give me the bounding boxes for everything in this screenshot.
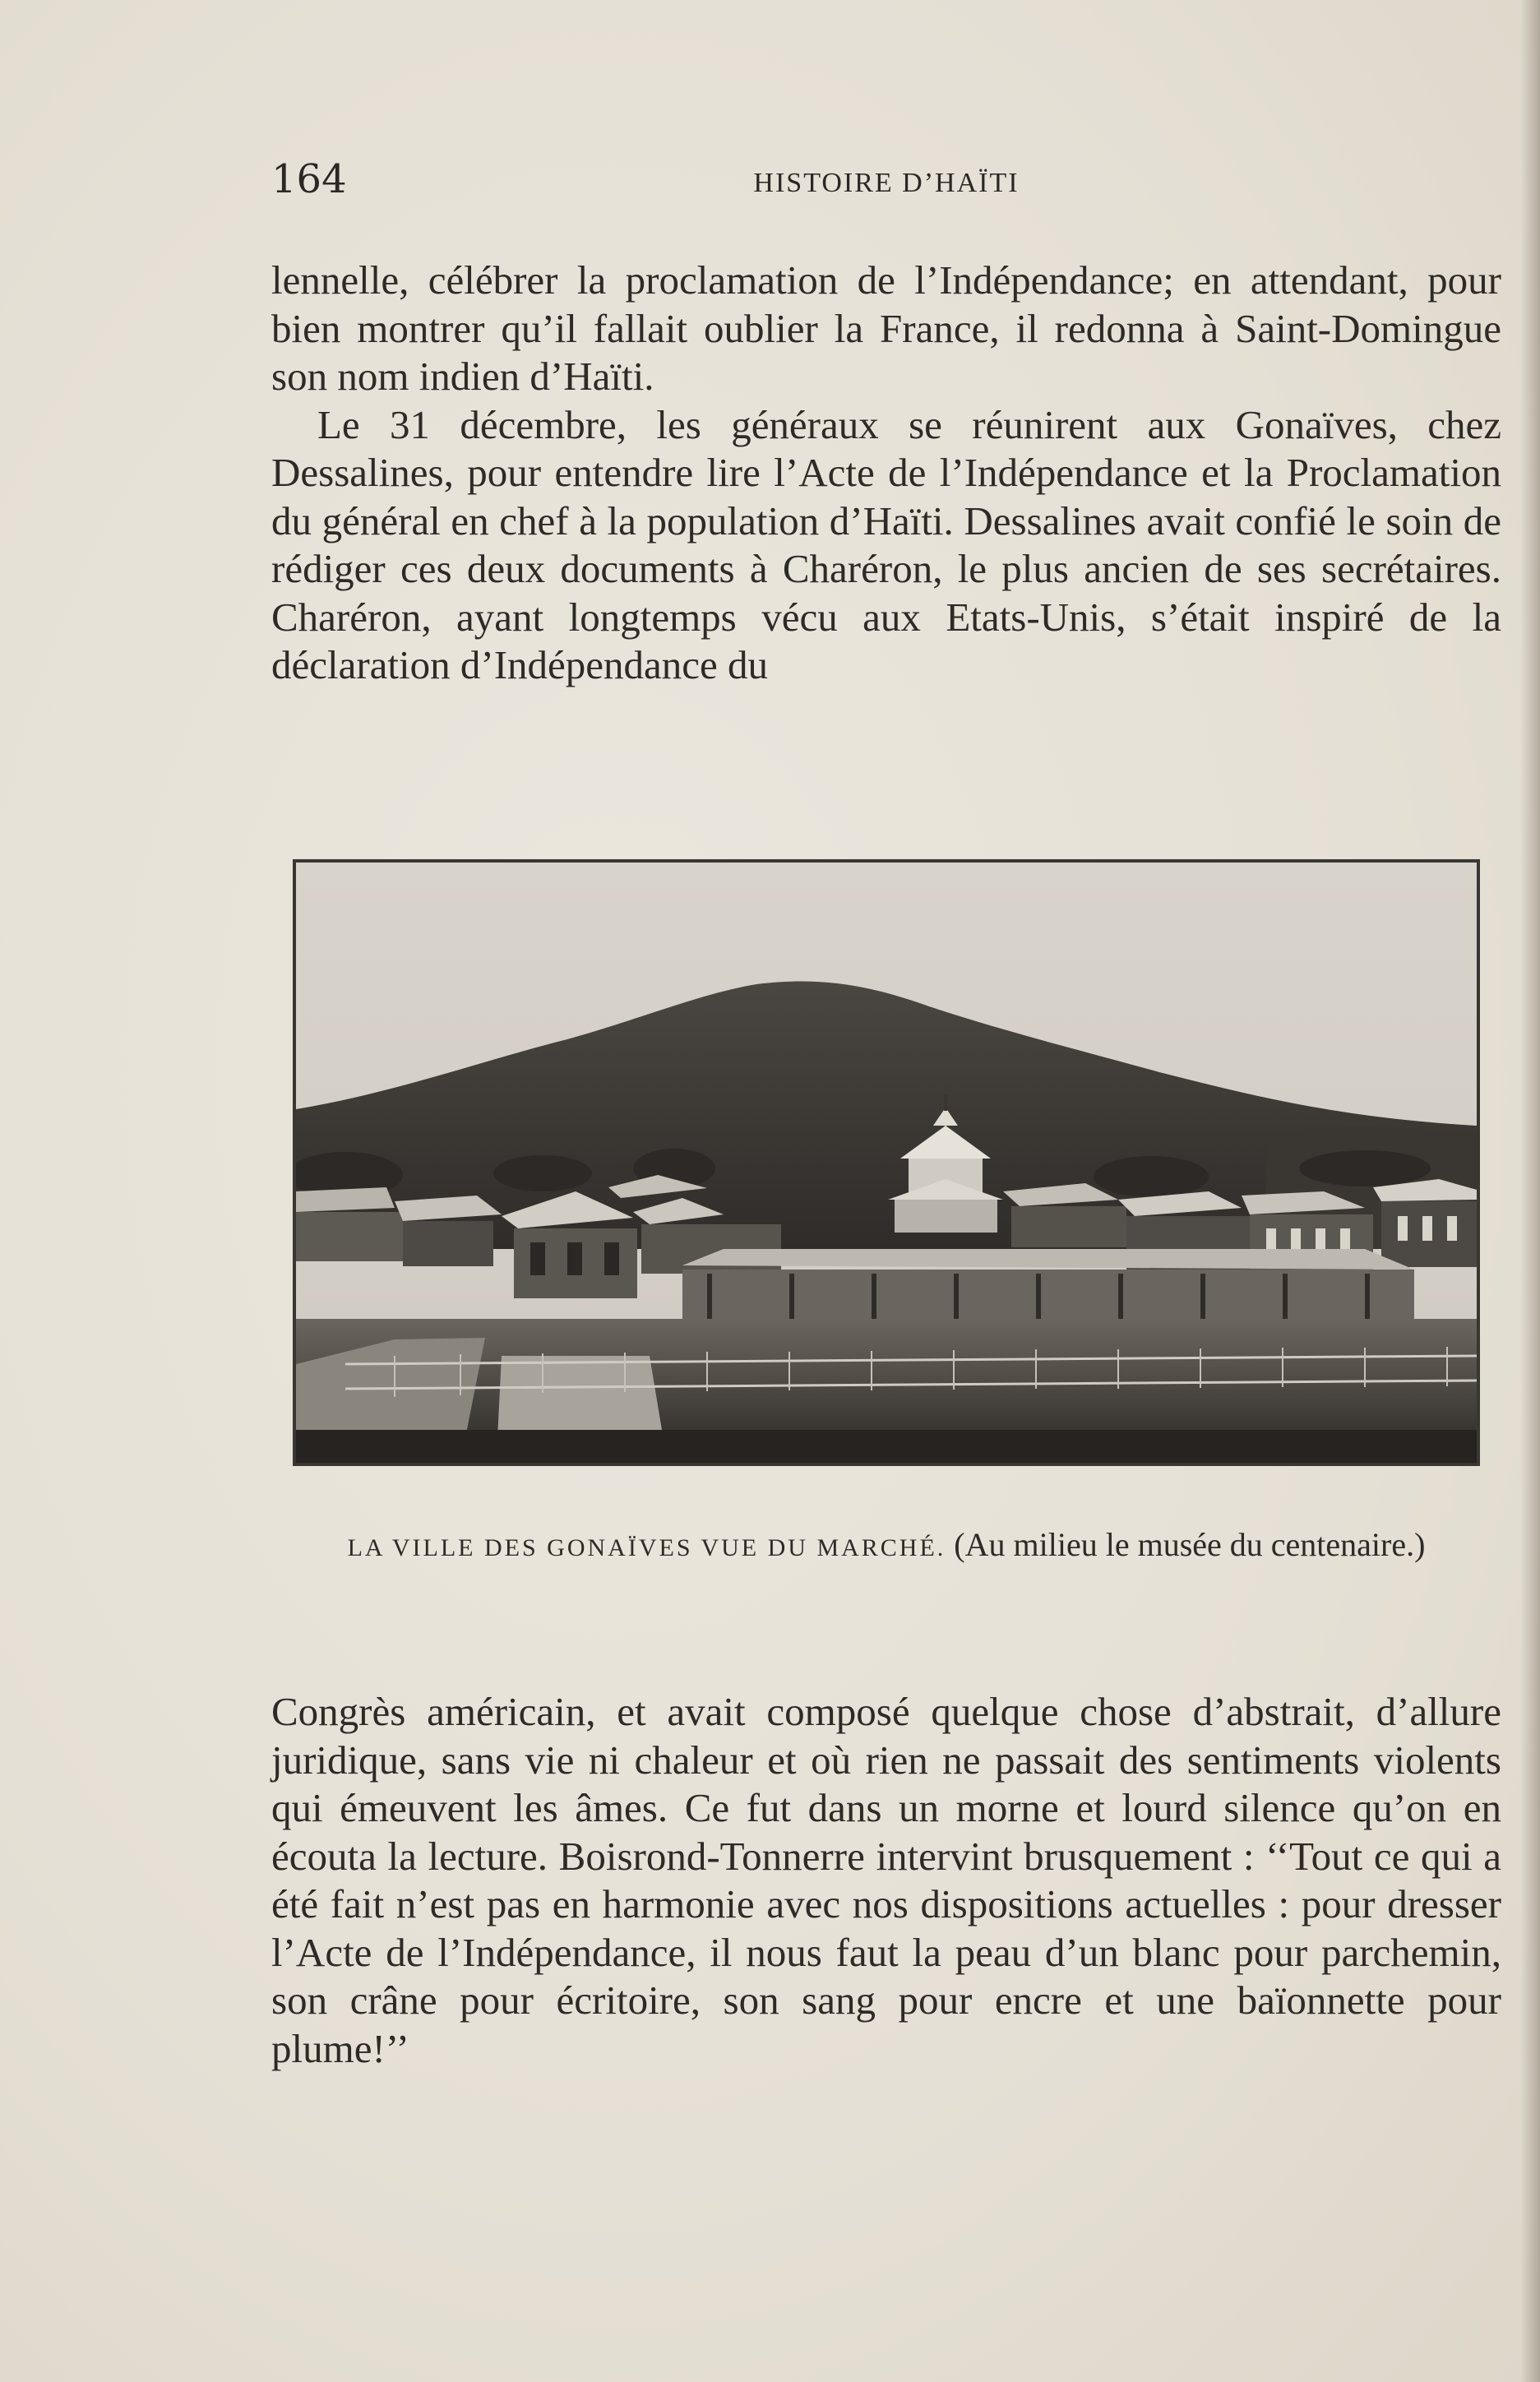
market-shed <box>682 1249 1414 1319</box>
text-block-bottom <box>271 1688 1501 2073</box>
town-photo-illustration <box>296 863 1477 1463</box>
paragraph-continued: lennelle, célébrer la proclamation de l’Indépendance; en attendant, pour bien montrer qu’il fallait oublier la France, il redonna à Saint-Domingue son nom indien d’Haïti. <box>271 257 1501 399</box>
figure-caption <box>271 1521 1501 1572</box>
paragraph-continued: Congrès américain, et avait composé quelque chose d’abstrait, d’allure juridique, sans vie ni chaleur et où rien ne passait des sentiments violents qui émeuvent les âmes. Ce fut dans un morne et lourd silence qu’on en écouta la lecture. Boisrond-Tonnerre intervint brusquement : ‘‘Tout ce qui a été fait n’est pas en harmonie avec nos dispositions actuelles : pour dresser l’Acte de l’Indépendance, il nous faut la peau d’un blanc pour parchemin, son crâne pour écritoire, son sang pour encre et une baïonnette pour plume!’’ <box>271 1689 1501 2071</box>
page-edge-shadow <box>1520 0 1540 2382</box>
photo-gonaives <box>293 859 1480 1466</box>
text-block-top <box>271 257 1501 690</box>
page-number: 164 <box>271 156 347 202</box>
page-header <box>271 156 1501 214</box>
caption-note: (Au milieu le musée du centenaire.) <box>954 1526 1426 1563</box>
caption-title: LA VILLE DES GONAÏVES VUE DU MARCHÉ. <box>347 1534 946 1561</box>
paragraph: Le 31 décembre, les généraux se réunirent aux Gonaïves, chez Dessalines, pour entendre lire l’Acte de l’Indépendance et la Proclamation du général en chef à la population d’Haïti. Dessalines avait confié le soin de rédiger ces deux documents à Charéron, le plus ancien de ses secrétaires. Charéron, ayant longtemps vécu aux Etats-Unis, s’était inspiré de la déclaration d’Indépendance du <box>271 401 1501 687</box>
running-title: HISTOIRE D’HAÏTI <box>753 168 1020 198</box>
